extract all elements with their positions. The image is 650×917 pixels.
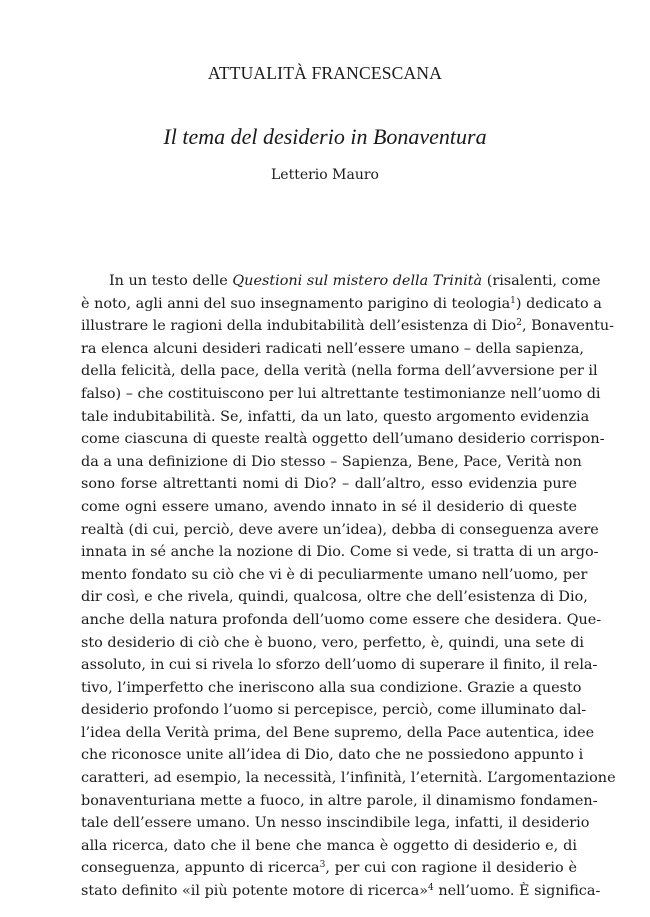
text-segment: , Bonaventu- xyxy=(521,318,615,335)
text-line xyxy=(81,744,584,767)
body-paragraph xyxy=(81,270,616,903)
text-line xyxy=(81,428,605,451)
footnote-ref: 4 xyxy=(428,883,434,894)
text-segment: falso) – che costituiscono per lui altrettante testimonianze nell’uomo di xyxy=(81,385,601,402)
text-segment: nell’uomo. È significa- xyxy=(433,883,601,900)
text-line xyxy=(81,473,577,496)
text-segment: conseguenza, appunto di ricerca xyxy=(81,860,320,877)
text-segment: della felicità, della pace, della verità (nella forma dell’avversione per il xyxy=(81,363,598,380)
text-segment: è noto, agli anni del suo insegnamento parigino di teologia xyxy=(81,295,511,312)
text-line xyxy=(81,722,595,745)
text-line xyxy=(81,315,615,338)
footnote-ref: 3 xyxy=(319,860,326,871)
text-line xyxy=(81,451,582,474)
text-line xyxy=(81,767,616,790)
text-segment: anche della natura profonda dell’uomo come essere che desidera. Que- xyxy=(81,611,602,628)
text-segment: sono forse altrettanti nomi di Dio? – dall’altro, esso evidenzia pure xyxy=(81,476,577,493)
text-line xyxy=(81,293,602,316)
text-line xyxy=(81,790,598,813)
text-segment: (risalenti, come xyxy=(482,273,601,289)
text-segment: tale indubitabilità. Se, infatti, da un lato, questo argomento evidenzia xyxy=(81,408,590,425)
text-line xyxy=(81,496,577,519)
section-title: ATTUALITÀ FRANCESCANA xyxy=(207,63,443,83)
text-segment: come ogni essere umano, avendo innato in sé il desiderio di queste xyxy=(81,498,577,515)
footnote-ref: 2 xyxy=(516,318,522,329)
text-line xyxy=(81,541,599,564)
article-title: Il tema del desiderio in Bonaventura xyxy=(163,124,487,149)
text-segment: assoluto, in cui si rivela lo sforzo dell’uomo di superare il finito, il rela- xyxy=(81,657,598,674)
italic-title: Questioni sul mistero della Trinità xyxy=(232,273,483,289)
text-line xyxy=(81,835,577,858)
text-line xyxy=(81,812,590,835)
text-segment: desiderio profondo l’uomo si percepisce, perciò, come illuminato dal- xyxy=(81,702,587,719)
text-segment: realtà (di cui, perciò, deve avere un’idea), debba di conseguenza avere xyxy=(81,521,599,538)
text-line xyxy=(81,632,585,655)
text-segment: mento fondato su ciò che vi è di peculiarmente umano nell’uomo, per xyxy=(81,566,588,583)
text-line xyxy=(81,383,601,406)
text-segment: ) dedicato a xyxy=(515,295,602,312)
text-line xyxy=(81,338,584,361)
text-line xyxy=(81,699,587,722)
footnote-ref: 1 xyxy=(510,295,516,306)
text-line xyxy=(81,880,601,903)
text-segment: In un testo delle xyxy=(109,273,233,289)
text-segment: bonaventuriana mette a fuoco, in altre parole, il dinamismo fondamen- xyxy=(81,792,598,809)
text-segment: alla ricerca, dato che il bene che manca è oggetto di desiderio e, di xyxy=(81,837,577,854)
text-segment: dir così, e che rivela, quindi, qualcosa, oltre che dell’esistenza di Dio, xyxy=(81,589,588,606)
text-line xyxy=(81,609,602,632)
text-segment: illustrare le ragioni della indubitabilità dell’esistenza di Dio xyxy=(81,318,517,335)
text-segment: stato definito «il più potente motore di ricerca» xyxy=(81,883,429,900)
text-segment: come ciascuna di queste realtà oggetto dell’umano desiderio corrispon- xyxy=(81,431,605,448)
text-segment: da a una definizione di Dio stesso – Sapienza, Bene, Pace, Verità non xyxy=(81,453,582,470)
text-line xyxy=(81,586,588,609)
text-line xyxy=(81,406,590,429)
text-segment: caratteri, ad esempio, la necessità, l’infinità, l’eternità. L’argomentazione xyxy=(81,770,616,787)
text-line xyxy=(81,654,598,677)
text-line xyxy=(81,270,601,293)
text-segment: tivo, l’imperfetto che ineriscono alla sua condizione. Grazie a questo xyxy=(81,679,582,696)
text-segment: ra elenca alcuni desideri radicati nell’essere umano – della sapienza, xyxy=(81,340,584,357)
text-line xyxy=(81,677,582,700)
text-line xyxy=(81,564,588,587)
text-line xyxy=(81,519,599,542)
text-segment: l’idea della Verità prima, del Bene supremo, della Pace autentica, idee xyxy=(81,724,595,741)
text-segment: che riconosce unite all’idea di Dio, dato che ne possiedono appunto i xyxy=(81,747,584,764)
text-segment: sto desiderio di ciò che è buono, vero, perfetto, è, quindi, una sete di xyxy=(81,634,585,651)
text-line xyxy=(81,360,598,383)
text-segment: tale dell’essere umano. Un nesso inscindibile lega, infatti, il desiderio xyxy=(81,815,590,832)
text-line xyxy=(81,857,577,880)
author-name: Letterio Mauro xyxy=(271,167,379,183)
text-segment: , per cui con ragione il desiderio è xyxy=(325,860,577,877)
text-segment: innata in sé anche la nozione di Dio. Come si vede, si tratta di un argo- xyxy=(81,544,599,561)
